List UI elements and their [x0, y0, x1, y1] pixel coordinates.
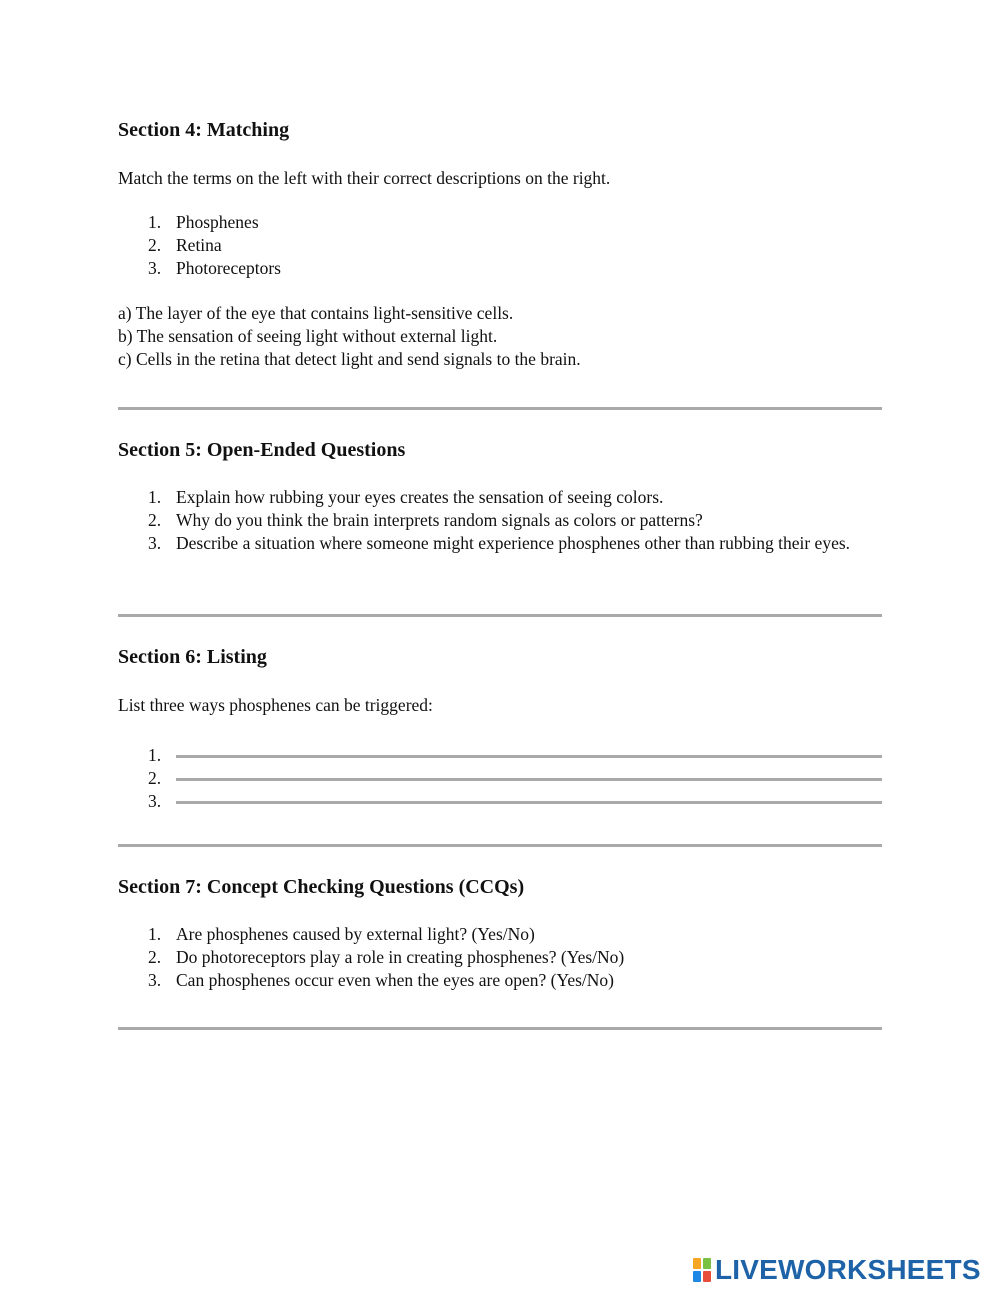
section-4-heading: Section 4: Matching [118, 119, 290, 141]
answer-line-3[interactable]: 3. [118, 790, 882, 813]
answer-blank[interactable] [176, 801, 882, 804]
description-b: b) The sensation of seeing light without external light. [118, 326, 498, 346]
description-a: a) The layer of the eye that contains light-sensitive cells. [118, 303, 514, 323]
list-item: 1. Phosphenes [148, 212, 259, 232]
answer-line-1[interactable]: 1. [118, 744, 882, 767]
answer-line-2[interactable]: 2. [118, 767, 882, 790]
liveworksheets-logo-icon [693, 1258, 711, 1282]
section-6-heading: Section 6: Listing [118, 646, 267, 668]
section-4-terms-list [118, 211, 882, 280]
answer-blank[interactable] [176, 755, 882, 758]
description-c: c) Cells in the retina that detect light and send signals to the brain. [118, 349, 581, 369]
list-item: 3. Photoreceptors [148, 258, 281, 278]
section-4-instruction: Match the terms on the left with their correct descriptions on the right. [118, 168, 611, 188]
answer-blank[interactable] [176, 778, 882, 781]
liveworksheets-brand [693, 1256, 981, 1284]
section-7-heading: Section 7: Concept Checking Questions (CCQs) [118, 876, 525, 898]
list-item: 1. Are phosphenes caused by external light? (Yes/No) [148, 924, 535, 944]
section-5-heading: Section 5: Open-Ended Questions [118, 439, 406, 461]
section-6-instruction: List three ways phosphenes can be triggered: [118, 695, 433, 715]
section-6-answer-list [118, 744, 882, 813]
list-item: 1. Explain how rubbing your eyes creates the sensation of seeing colors. [148, 487, 664, 507]
section-7-questions-list [118, 923, 882, 992]
section-5-questions-list [118, 486, 882, 555]
list-item: 2. Why do you think the brain interprets random signals as colors or patterns? [148, 510, 703, 530]
list-item: 2. Retina [148, 235, 222, 255]
section-divider [118, 614, 882, 617]
list-item: 3. Describe a situation where someone might experience phosphenes other than rubbing their eyes. [148, 533, 851, 553]
brand-name: LIVEWORKSHEETS [715, 1254, 981, 1285]
section-divider [118, 844, 882, 847]
section-divider [118, 1027, 882, 1030]
list-item: 3. Can phosphenes occur even when the eyes are open? (Yes/No) [148, 970, 615, 990]
list-item: 2. Do photoreceptors play a role in creating phosphenes? (Yes/No) [148, 947, 625, 967]
section-divider [118, 407, 882, 410]
